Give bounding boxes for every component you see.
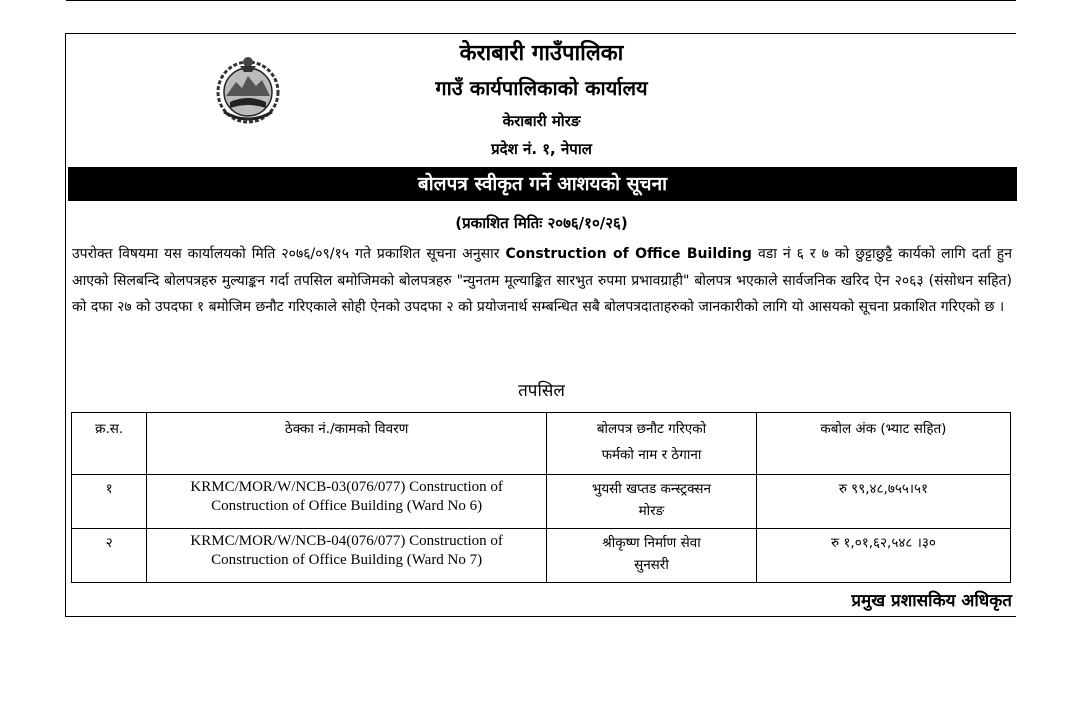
cell-firm xyxy=(547,529,757,583)
top-rule xyxy=(66,0,1016,1)
cell-firm xyxy=(547,475,757,529)
publication-date: (प्रकाशित मितिः २०७६/१०/२६) xyxy=(455,214,628,232)
signatory-title: प्रमुख प्रशासकिय अधिकृत xyxy=(851,591,1012,611)
header-firm-line-2: फर्मको नाम र ठेगाना xyxy=(601,447,702,463)
cell-amount: रु ९९,४८,७५५।५१ xyxy=(756,475,1010,529)
municipality-name: केराबारी गाउँपालिका xyxy=(459,41,624,66)
office-location: केराबारी मोरङ xyxy=(502,112,581,130)
header-firm xyxy=(547,413,757,475)
notice-title-banner: बोलपत्र स्वीकृत गर्ने आशयको सूचना xyxy=(68,167,1017,201)
header-firm-line-1: बोलपत्र छनौट गरिएको xyxy=(596,421,707,437)
cell-work xyxy=(147,475,547,529)
cell-work xyxy=(147,529,547,583)
cell-work-line-1: KRMC/MOR/W/NCB-03(076/077) Construction of xyxy=(190,479,503,495)
province-name: प्रदेश नं. १, नेपाल xyxy=(491,140,592,158)
table-header-row xyxy=(72,413,1011,475)
table-row xyxy=(72,475,1011,529)
cell-firm-line-2: मोरङ xyxy=(638,503,665,519)
office-name: गाउँ कार्यपालिकाको कार्यालय xyxy=(435,76,648,100)
cell-firm-line-2: सुनसरी xyxy=(634,557,669,573)
cell-sn: १ xyxy=(72,475,147,529)
header-work: ठेक्का नं./कामको विवरण xyxy=(147,413,547,475)
body-part-1: उपरोक्त विषयमा यस कार्यालयको मिति २०७६/०९/१५ गते प्रकाशित सूचना अनुसार xyxy=(72,246,506,262)
notice-document xyxy=(65,33,1016,617)
cell-work-line-2: Construction of Office Building (Ward No 7) xyxy=(211,552,483,568)
cell-sn: २ xyxy=(72,529,147,583)
body-part-2: वडा नं ६ र ७ को छुट्टाछुट्टै कार्यको लागि दर्ता हुन आएको सिलबन्दि बोलपत्रहरु मुल्याङ्कन गर्दा तपसिल बमोजिमको बोलपत्रहरु "न्युनतम मूल्याङ्कित सारभुत रुपमा प्रभावग्राही" बोलपत्र भएकाले सार्वजनिक खरिद ऐन २०६३ (संसोधन सहित) को दफा २७ को उपदफा १ बमोजिम छनौट गरिएकाले सोही ऐनको उपदफा २ को प्रयोजनार्थ सम्बन्धित सबै बोलपत्रदाताहरुको जानकारीको लागि यो आसयको सूचना प्रकाशित गरिएको छ । xyxy=(72,246,1012,315)
header-amount: कबोल अंक (भ्याट सहित) xyxy=(756,413,1010,475)
cell-work-line-1: KRMC/MOR/W/NCB-04(076/077) Construction of xyxy=(190,533,503,549)
table-row xyxy=(72,529,1011,583)
body-highlight: Construction of Office Building xyxy=(505,246,752,262)
cell-firm-line-1: श्रीकृष्ण निर्माण सेवा xyxy=(602,535,701,551)
header-sn: क्र.स. xyxy=(72,413,147,475)
award-table xyxy=(71,412,1011,583)
cell-amount: रु १,०१,६२,५४८ ।३० xyxy=(756,529,1010,583)
notice-body xyxy=(72,241,1012,321)
cell-work-line-2: Construction of Office Building (Ward No 6) xyxy=(211,498,483,514)
cell-firm-line-1: भुयसी खप्तड कन्स्ट्रक्सन xyxy=(591,481,712,497)
schedule-heading: तपसिल xyxy=(518,381,565,401)
